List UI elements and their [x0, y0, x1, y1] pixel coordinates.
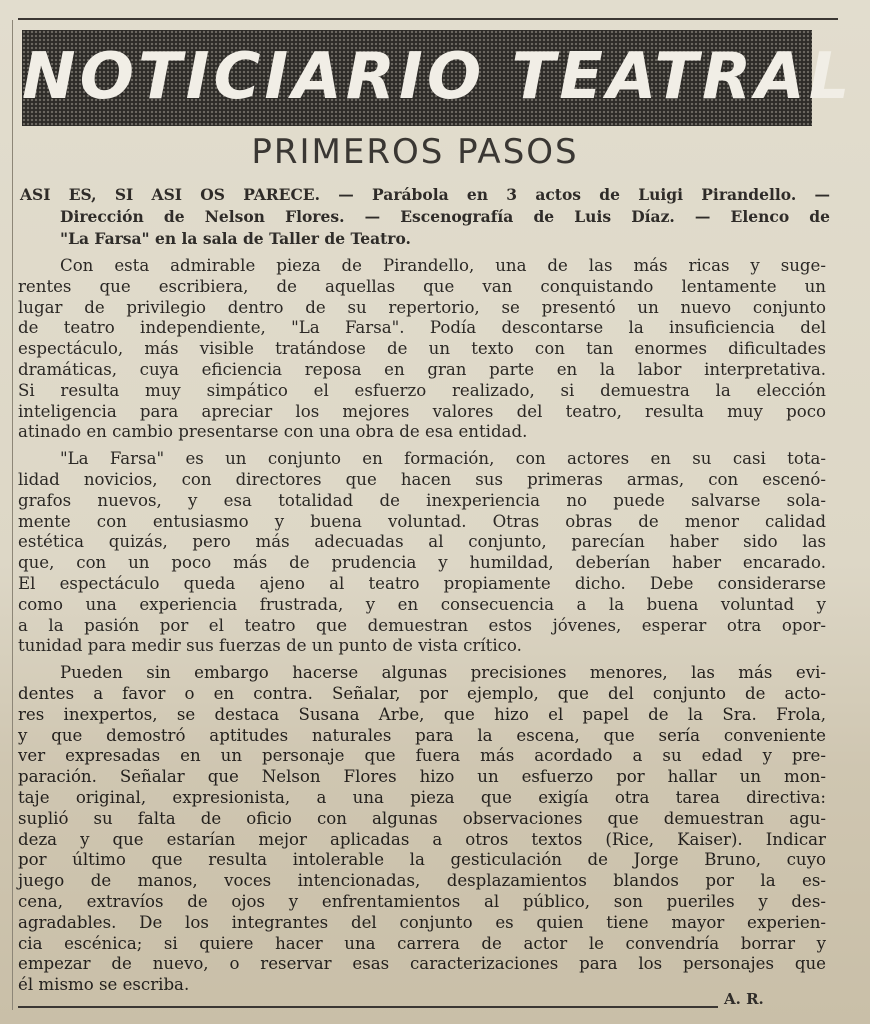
text-line: lugar de privilegio dentro de su repertorio, se presentó un nuevo conjunto: [18, 297, 826, 317]
credits-line: "La Farsa" en la sala de Taller de Teatro.: [60, 229, 411, 248]
banner-title: NOTICIARIO TEATRAL: [22, 40, 854, 114]
text-line: "La Farsa" es un conjunto en formación, con actores en su casi tota-: [60, 449, 826, 469]
text-line: agradables. De los integrantes del conjunto es quien tiene mayor experien-: [18, 912, 826, 932]
text-line: tunidad para medir sus fuerzas de un punto de vista crítico.: [18, 636, 522, 656]
column-rule: [12, 20, 13, 1010]
text-line: rentes que escribiera, de aquellas que van conquistando lentamente un: [18, 276, 826, 296]
text-line: mente con entusiasmo y buena voluntad. Otras obras de menor calidad: [18, 511, 826, 531]
article-title: PRIMEROS PASOS: [251, 132, 579, 172]
text-line: atinado en cambio presentarse con una obra de esa entidad.: [18, 422, 528, 442]
text-line: a la pasión por el teatro que demuestran estos jóvenes, esperar otra opor-: [18, 615, 826, 635]
section-banner: [22, 30, 854, 126]
text-line: inteligencia para apreciar los mejores valores del teatro, resulta muy poco: [18, 401, 826, 421]
text-line: que, con un poco más de prudencia y humildad, deberían haber encarado.: [18, 553, 826, 573]
text-line: y que demostró aptitudes naturales para la escena, que sería conveniente: [18, 725, 826, 745]
text-line: paración. Señalar que Nelson Flores hizo un esfuerzo por hallar un mon-: [18, 767, 826, 787]
text-line: Con esta admirable pieza de Pirandello, una de las más ricas y suge-: [60, 256, 826, 275]
text-line: grafos nuevos, y esa totalidad de inexperiencia no puede salvarse sola-: [18, 490, 826, 510]
text-line: juego de manos, voces intencionadas, desplazamientos blandos por la es-: [18, 871, 826, 891]
text-line: Pueden sin embargo hacerse algunas precisiones menores, las más evi-: [60, 663, 826, 683]
paragraph: [18, 449, 826, 657]
play-credits: [20, 184, 830, 250]
text-line: dramáticas, cuya eficiencia reposa en gran parte en la labor interpretativa.: [18, 359, 826, 379]
text-line: espectáculo, más visible tratándose de un texto con tan enormes dificultades: [18, 339, 826, 359]
text-line: suplió su falta de oficio con algunas observaciones que demuestran agu-: [18, 808, 826, 828]
text-line: deza y que estarían mejor aplicadas a otros textos (Rice, Kaiser). Indicar: [18, 829, 826, 849]
text-line: de teatro independiente, "La Farsa". Podía descontarse la insuficiencia del: [18, 318, 826, 338]
text-line: lidad novicios, con directores que hacen sus primeras armas, con escenó-: [18, 469, 826, 489]
paragraph: [18, 256, 826, 443]
paragraph: [18, 663, 826, 996]
text-line: Si resulta muy simpático el esfuerzo realizado, si demuestra la elección: [18, 380, 826, 400]
text-line: él mismo se escriba.: [18, 975, 190, 995]
text-line: como una experiencia frustrada, y en consecuencia a la buena voluntad y: [18, 594, 826, 614]
text-line: ver expresadas en un personaje que fuera más acordado a su edad y pre-: [18, 746, 826, 766]
text-line: empezar de nuevo, o reservar esas caracterizaciones para los personajes que: [18, 954, 826, 974]
text-line: El espectáculo queda ajeno al teatro propiamente dicho. Debe considerarse: [18, 573, 826, 593]
bottom-rule: [18, 1006, 718, 1008]
text-line: estética quizás, pero más adecuadas al conjunto, parecían haber sido las: [18, 532, 826, 552]
text-line: dentes a favor o en contra. Señalar, por ejemplo, que del conjunto de acto-: [18, 683, 826, 703]
text-line: taje original, expresionista, a una pieza que exigía otra tarea directiva:: [18, 787, 826, 807]
text-line: por último que resulta intolerable la gesticulación de Jorge Bruno, cuyo: [18, 850, 826, 870]
credits-line: ASI ES, SI ASI OS PARECE. — Parábola en 3 actos de Luigi Pirandello. —: [20, 185, 830, 204]
top-rule: [18, 18, 838, 20]
author-signature: A. R.: [724, 990, 764, 1008]
article-body: [18, 256, 826, 996]
text-line: cena, extravíos de ojos y enfrentamientos al público, son pueriles y des-: [18, 891, 826, 911]
credits-line: Dirección de Nelson Flores. — Escenografía de Luis Díaz. — Elenco de: [60, 207, 830, 226]
text-line: res inexpertos, se destaca Susana Arbe, que hizo el papel de la Sra. Frola,: [18, 704, 826, 724]
text-line: cia escénica; si quiere hacer una carrera de actor le convendría borrar y: [18, 933, 826, 953]
